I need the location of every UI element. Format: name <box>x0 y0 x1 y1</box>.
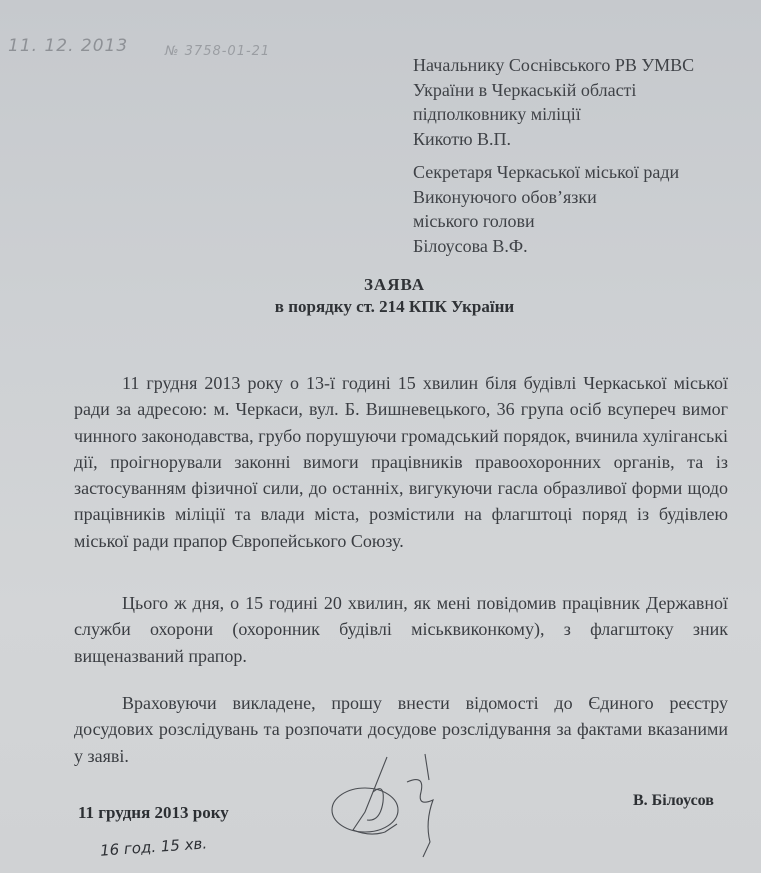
handwritten-time-note: 16 год. 15 хв. <box>99 834 208 860</box>
signature-stroke <box>367 789 383 821</box>
sender-block-city-secretary <box>413 160 679 258</box>
registration-number-handwritten: № 3758-01-21 <box>165 44 271 59</box>
signatory-name: В. Білоусов <box>633 792 714 809</box>
addressee-block-police-chief <box>413 53 694 151</box>
sender-line: Білоусова В.Ф. <box>413 235 528 256</box>
sender-line: Виконуючого обов’язки <box>413 186 597 207</box>
addressee-line: підполковнику міліції <box>413 104 581 124</box>
sender-line: міського голови <box>413 211 535 231</box>
addressee-line: Начальнику Соснівського РВ УМВС <box>413 55 695 75</box>
body-paragraph-request: Враховуючи викладене, прошу внести відомості до Єдиного реєстру досудових розслідувань та розпочати досудове розслідування за фактами вказаними у заяві. <box>74 693 728 766</box>
signature-icon <box>325 752 455 862</box>
document-title: ЗАЯВА <box>363 275 426 294</box>
registration-date-handwritten: 11. 12. 2013 <box>8 36 129 56</box>
sender-line: Секретаря Черкаської міської ради <box>413 162 680 182</box>
signature-date: 11 грудня 2013 року <box>78 803 229 822</box>
addressee-line: України в Черкаській області <box>413 79 637 100</box>
addressee-line: Кикотю В.П. <box>413 128 512 149</box>
body-paragraph-flag-removed: Цього ж дня, о 15 годині 20 хвилин, як мені повідомив працівник Державної служби охорони (охоронник будівлі міськвиконкому), з флагштоку зник вищеназваний прапор. <box>74 593 728 666</box>
signature-loop <box>332 788 398 832</box>
signature-stroke <box>425 754 429 780</box>
signature-stroke <box>407 780 433 857</box>
body-paragraph-incident: 11 грудня 2013 року о 13-ї годині 15 хвилин біля будівлі Черкаської міської ради за адресою: м. Черкаси, вул. Б. Вишневецького, 36 група осіб всупереч вимог чинного законодавства, грубо порушуючи громадський порядок, вчинила хуліганські дії, проігнорували законні вимоги працівників правоохоронних органів, та із застосуванням фізичної сили, до останніх, вигукуючи гасла образливої форми щодо працівників міліції та влади міста, розмістили на флагштоці поряд із будівлею міської ради прапор Європейського Союзу. <box>74 373 728 551</box>
document-subtitle: в порядку ст. 214 КПК України <box>274 297 515 316</box>
